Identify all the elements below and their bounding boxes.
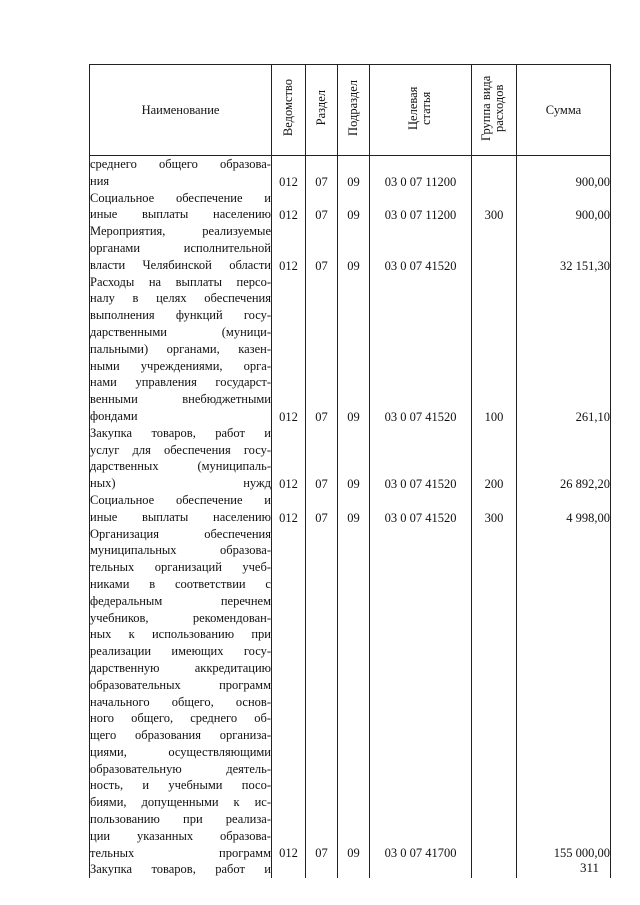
row-name-line xyxy=(90,777,271,794)
row-name-line xyxy=(90,828,271,845)
row-vedomstvo: 012 xyxy=(272,425,306,492)
word: федеральным xyxy=(90,593,163,608)
row-name-line xyxy=(90,576,271,593)
row-name-line xyxy=(90,526,271,543)
word: ных xyxy=(90,627,112,642)
word: основ- xyxy=(235,694,271,709)
row-name-line xyxy=(90,744,271,761)
word: учебными xyxy=(168,778,223,793)
word: рекомендован- xyxy=(192,610,271,625)
row-podrazdel: 09 xyxy=(338,425,370,492)
row-podrazdel: 09 xyxy=(338,156,370,190)
word: работ xyxy=(215,425,245,440)
row-name-line xyxy=(90,240,271,257)
word: в xyxy=(132,291,139,306)
word: венными xyxy=(90,392,138,407)
table-row xyxy=(90,861,611,878)
row-name-line xyxy=(90,307,271,324)
table-row xyxy=(90,274,611,425)
word: программ xyxy=(219,677,271,692)
word: дарственную xyxy=(90,660,160,675)
word: для xyxy=(132,442,151,457)
header-statya: Целевая статья xyxy=(370,65,472,156)
word: реализуемые xyxy=(202,224,271,239)
word: (муниципаль- xyxy=(197,459,271,474)
word: при xyxy=(251,627,271,642)
row-razdel xyxy=(306,861,338,878)
row-razdel: 07 xyxy=(306,526,338,862)
word: образова- xyxy=(220,543,271,558)
row-name-line xyxy=(90,341,271,358)
word: обеспечения xyxy=(163,442,231,457)
word: биями, xyxy=(90,795,127,810)
row-name-line xyxy=(90,190,271,207)
row-name-line xyxy=(90,542,271,559)
word: пальными) xyxy=(90,341,149,356)
word: ными xyxy=(90,358,120,373)
word: персо- xyxy=(236,274,271,289)
word: выполнения xyxy=(90,308,155,323)
row-name-line xyxy=(90,643,271,660)
word: ность, xyxy=(90,778,124,793)
word: госу- xyxy=(243,442,271,457)
word: ис- xyxy=(254,795,271,810)
word: при xyxy=(183,812,203,827)
word: управления xyxy=(135,375,197,390)
word: Организация xyxy=(90,526,159,541)
row-name-line xyxy=(90,425,271,442)
row-podrazdel: 09 xyxy=(338,526,370,862)
word: щего xyxy=(90,728,117,743)
word: среднего xyxy=(190,711,238,726)
row-name-line xyxy=(90,391,271,408)
row-name xyxy=(90,492,272,526)
word: посо- xyxy=(241,778,271,793)
word: органами xyxy=(90,240,141,255)
word: тельных xyxy=(90,560,135,575)
word: услуг xyxy=(90,442,120,457)
word: среднего xyxy=(90,157,137,171)
word: Социальное xyxy=(90,492,155,507)
row-name xyxy=(90,526,272,862)
row-name-line: ния xyxy=(90,173,110,188)
table-row xyxy=(90,492,611,526)
row-gruppa: 200 xyxy=(472,425,517,492)
row-name-line xyxy=(90,727,271,744)
row-name-line: власти Челябинской области xyxy=(90,257,271,272)
row-vedomstvo: 012 xyxy=(272,492,306,526)
word: Закупка xyxy=(90,425,133,440)
word: к xyxy=(128,627,135,642)
word: функций xyxy=(175,308,223,323)
row-name-line xyxy=(90,677,271,694)
word: учеб- xyxy=(242,560,271,575)
word: образования xyxy=(135,728,201,743)
row-name xyxy=(90,861,272,878)
word: образовательных xyxy=(90,677,181,692)
word: образовательную xyxy=(90,761,182,776)
budget-table xyxy=(89,64,611,878)
table-row xyxy=(90,190,611,224)
word: и xyxy=(264,425,271,440)
word: обеспечение xyxy=(175,492,243,507)
header-gruppa: Группа вида расходов xyxy=(472,65,517,156)
row-name-line xyxy=(90,290,271,307)
row-gruppa xyxy=(472,223,517,273)
word: Мероприятия, xyxy=(90,224,166,239)
row-gruppa: 300 xyxy=(472,492,517,526)
word: реализа- xyxy=(225,812,271,827)
row-razdel: 07 xyxy=(306,190,338,224)
word: дарственных xyxy=(90,459,159,474)
word: циями, xyxy=(90,744,127,759)
row-razdel: 07 xyxy=(306,274,338,425)
word: общего, xyxy=(131,711,174,726)
word: в xyxy=(149,576,156,591)
row-razdel: 07 xyxy=(306,223,338,273)
row-statya: 03 0 07 41520 xyxy=(370,274,472,425)
row-name-line xyxy=(90,794,271,811)
word: дарственными xyxy=(90,324,167,339)
row-summa: 4 998,00 xyxy=(517,492,611,526)
row-vedomstvo: 012 xyxy=(272,526,306,862)
word: образова- xyxy=(220,828,271,843)
row-name-line: Закупка товаров, работ и xyxy=(90,862,271,877)
word: осуществляющими xyxy=(168,744,271,759)
header-podrazdel: Подраздел xyxy=(338,65,370,156)
row-summa: 900,00 xyxy=(517,190,611,224)
word: государст- xyxy=(215,375,271,390)
word: и xyxy=(264,492,271,507)
row-name-line: ных) нужд xyxy=(90,476,271,491)
word: ного xyxy=(90,711,115,726)
row-statya: 03 0 07 11200 xyxy=(370,190,472,224)
row-name-line xyxy=(90,610,271,627)
word: госу- xyxy=(243,308,271,323)
word: госу- xyxy=(243,644,271,659)
row-name xyxy=(90,223,272,273)
row-name-line xyxy=(90,660,271,677)
row-name-line xyxy=(90,593,271,610)
word: на xyxy=(148,274,162,289)
word: учреждениями, xyxy=(140,358,223,373)
page-number: 311 xyxy=(580,860,600,875)
word: реализации xyxy=(90,644,152,659)
word: учебников, xyxy=(90,610,149,625)
row-gruppa xyxy=(472,861,517,878)
row-name-line xyxy=(90,223,271,240)
word: казен- xyxy=(238,341,271,356)
row-name-line xyxy=(90,626,271,643)
header-summa: Сумма xyxy=(517,65,611,156)
row-podrazdel xyxy=(338,861,370,878)
table-header-row xyxy=(90,65,611,156)
word: и xyxy=(264,190,271,205)
table-row xyxy=(90,425,611,492)
table-row xyxy=(90,223,611,273)
row-name-line xyxy=(90,559,271,576)
row-vedomstvo: 012 xyxy=(272,223,306,273)
row-statya: 03 0 07 41520 xyxy=(370,492,472,526)
row-vedomstvo: 012 xyxy=(272,274,306,425)
row-razdel: 07 xyxy=(306,492,338,526)
row-name-line xyxy=(90,358,271,375)
row-name-line xyxy=(90,156,271,173)
table-row xyxy=(90,156,611,190)
word: (муници- xyxy=(221,324,271,339)
row-gruppa xyxy=(472,526,517,862)
row-name-line: фондами xyxy=(90,408,138,423)
row-name xyxy=(90,274,272,425)
word: общего, xyxy=(171,694,214,709)
word: ции xyxy=(90,828,111,843)
word: и xyxy=(142,778,150,793)
word: соответствии xyxy=(174,576,246,591)
word: Социальное xyxy=(90,190,155,205)
word: деятель- xyxy=(226,761,271,776)
row-name-line xyxy=(90,492,271,509)
word: использованию xyxy=(151,627,235,642)
row-name-line xyxy=(90,274,271,291)
word: орга- xyxy=(243,358,271,373)
row-name-line xyxy=(90,694,271,711)
word: об- xyxy=(254,711,271,726)
row-podrazdel: 09 xyxy=(338,492,370,526)
row-statya: 03 0 07 41520 xyxy=(370,223,472,273)
word: товаров, xyxy=(151,425,196,440)
word: целях xyxy=(156,291,187,306)
row-razdel: 07 xyxy=(306,425,338,492)
row-podrazdel: 09 xyxy=(338,274,370,425)
row-statya xyxy=(370,861,472,878)
row-name-line xyxy=(90,761,271,778)
word: исполнительной xyxy=(183,240,271,255)
row-name xyxy=(90,190,272,224)
word: аккредитацию xyxy=(194,660,271,675)
row-name-line: иные выплаты населению xyxy=(90,207,271,222)
word: имеющих xyxy=(171,644,224,659)
word: налу xyxy=(90,291,115,306)
row-summa: 26 892,20 xyxy=(517,425,611,492)
header-razdel: Раздел xyxy=(306,65,338,156)
row-gruppa: 300 xyxy=(472,190,517,224)
word: пользованию xyxy=(90,812,160,827)
word: образова- xyxy=(220,157,271,171)
row-name-line xyxy=(90,374,271,391)
row-name-line: иные выплаты населению xyxy=(90,509,271,524)
row-name-line: тельных программ xyxy=(90,845,271,860)
row-statya: 03 0 07 11200 xyxy=(370,156,472,190)
word: внебюджетными xyxy=(182,392,271,407)
word: начального xyxy=(90,694,150,709)
row-summa: 32 151,30 xyxy=(517,223,611,273)
word: с xyxy=(265,576,271,591)
row-name xyxy=(90,156,272,190)
word: выплаты xyxy=(175,274,222,289)
row-vedomstvo: 012 xyxy=(272,156,306,190)
row-podrazdel: 09 xyxy=(338,190,370,224)
table-body xyxy=(90,156,611,879)
row-razdel: 07 xyxy=(306,156,338,190)
word: организа- xyxy=(219,728,271,743)
row-name-line xyxy=(90,458,271,475)
word: организаций xyxy=(154,560,222,575)
word: органами, xyxy=(166,341,220,356)
row-summa: 261,10 xyxy=(517,274,611,425)
word: Расходы xyxy=(90,274,135,289)
row-name-line xyxy=(90,710,271,727)
header-name: Наименование xyxy=(90,65,272,156)
row-statya: 03 0 07 41520 xyxy=(370,425,472,492)
word: нами xyxy=(90,375,117,390)
word: муниципальных xyxy=(90,543,177,558)
row-name-line xyxy=(90,442,271,459)
row-gruppa: 100 xyxy=(472,274,517,425)
word: допущенными xyxy=(141,795,219,810)
table-row xyxy=(90,526,611,862)
word: обеспечения xyxy=(204,526,271,541)
row-podrazdel: 09 xyxy=(338,223,370,273)
row-name-line xyxy=(90,324,271,341)
row-statya: 03 0 07 41700 xyxy=(370,526,472,862)
word: общего xyxy=(159,157,198,171)
row-summa: 155 000,00 xyxy=(517,526,611,862)
word: обеспечение xyxy=(175,190,243,205)
header-vedomstvo: Ведомство xyxy=(272,65,306,156)
word: никами xyxy=(90,576,130,591)
row-vedomstvo xyxy=(272,861,306,878)
row-gruppa xyxy=(472,156,517,190)
row-summa: 900,00 xyxy=(517,156,611,190)
row-name xyxy=(90,425,272,492)
word: перечнем xyxy=(220,593,271,608)
word: указанных xyxy=(136,828,194,843)
row-vedomstvo: 012 xyxy=(272,190,306,224)
word: обеспечения xyxy=(204,291,271,306)
row-name-line xyxy=(90,811,271,828)
word: к xyxy=(233,795,240,810)
